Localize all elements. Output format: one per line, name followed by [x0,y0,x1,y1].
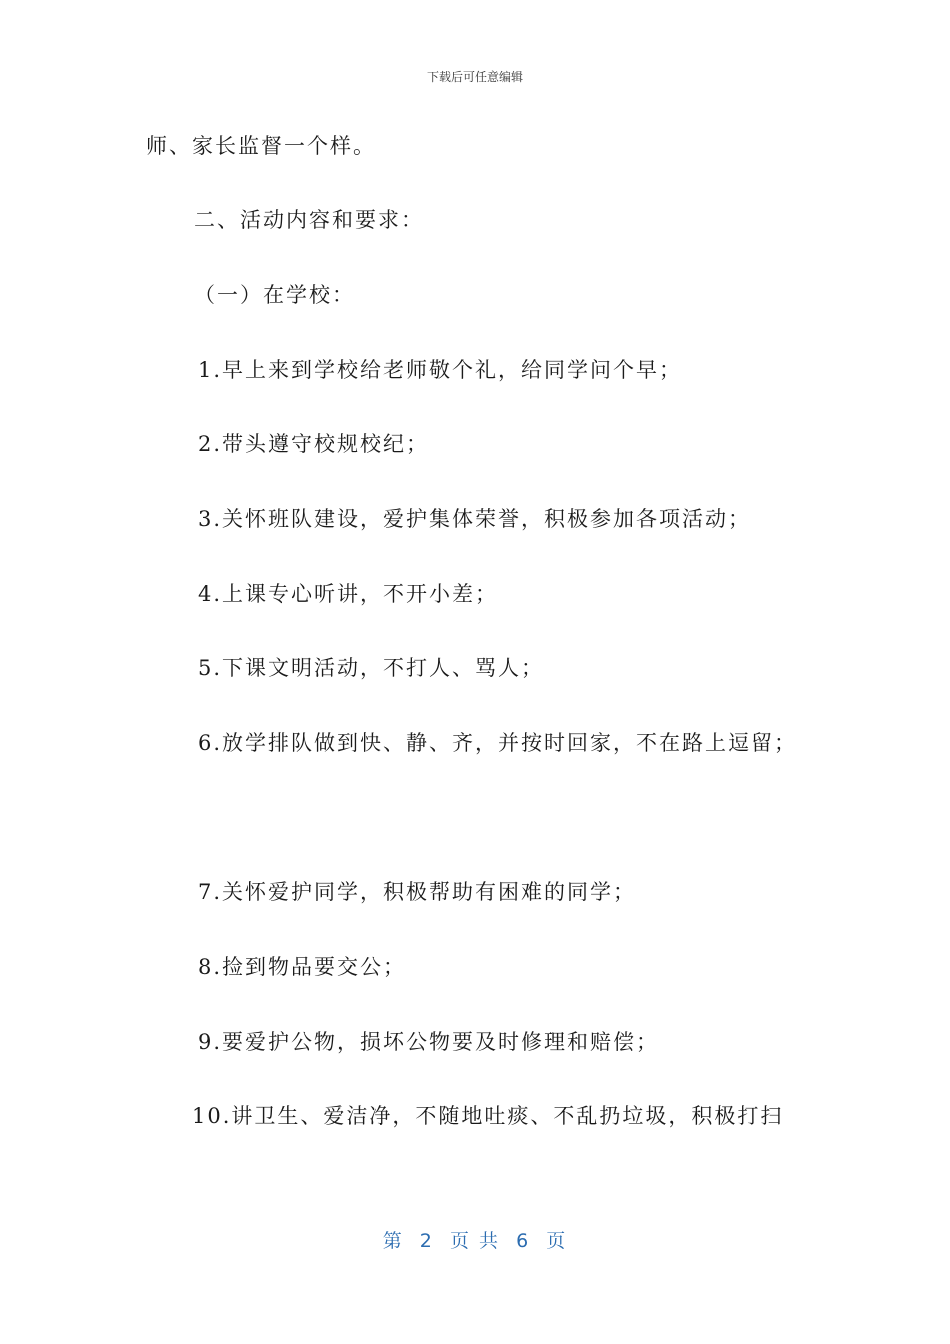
list-item: 1.早上来到学校给老师敬个礼，给同学问个早； [198,358,683,382]
list-item: 6.放学排队做到快、静、齐，并按时回家，不在路上逗留； [198,731,798,755]
list-item: 9.要爱护公物，损坏公物要及时修理和赔偿； [198,1030,660,1054]
list-item: 8.捡到物品要交公； [198,955,407,979]
list-item: 10.讲卫生、爱洁净，不随地吐痰、不乱扔垃圾，积极打扫 [192,1104,784,1128]
list-item: 4.上课专心听讲，不开小差； [198,582,499,606]
list-item: 7.关怀爱护同学，积极帮助有困难的同学； [198,880,637,904]
text-line: 师、家长监督一个样。 [146,134,376,158]
list-item: 2.带头遵守校规校纪； [198,432,430,456]
subsection-heading: （一）在学校： [194,283,355,307]
page-number-footer: 第 2 页 共 6 页 [382,1230,568,1252]
list-item: 3.关怀班队建设，爱护集体荣誉，积极参加各项活动； [198,507,752,531]
section-heading: 二、活动内容和要求： [194,208,424,232]
header-note: 下载后可任意编辑 [426,70,523,84]
list-item: 5.下课文明活动，不打人、骂人； [198,656,545,680]
